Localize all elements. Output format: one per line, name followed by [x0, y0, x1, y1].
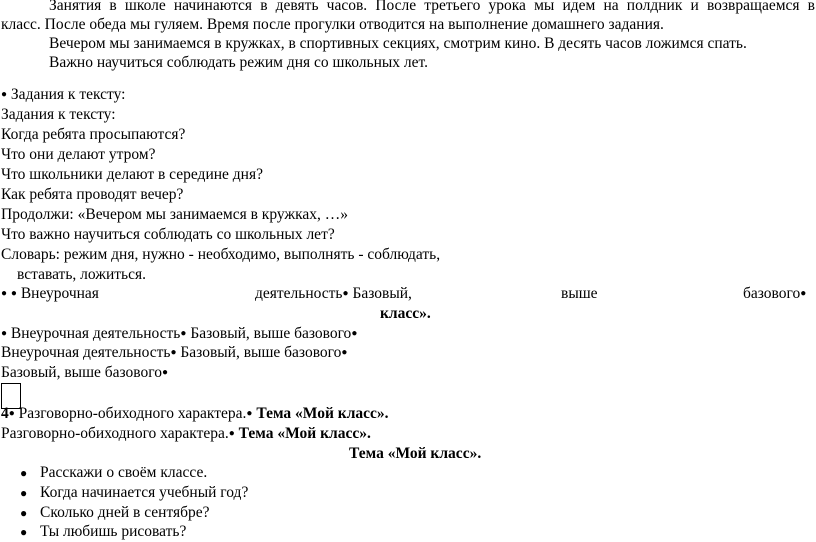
- row-5: [1, 404, 389, 424]
- question-1: Когда ребята просыпаются?: [1, 126, 186, 144]
- paragraph-1-line-1: Занятия в школе начинаются в девять часов. После третьего урока мы идем на полдник и возвращаемся в: [49, 0, 815, 15]
- list-item: [20, 522, 186, 542]
- bullet-icon: ●: [8, 408, 15, 420]
- row-5-text-a: Разговорно-обиходного характера.: [18, 405, 247, 423]
- bullet-icon: ●: [20, 466, 28, 481]
- bullet-icon: ●: [1, 88, 8, 100]
- bullet-icon: ●: [342, 288, 349, 300]
- tasks-heading-text: Задания к тексту:: [10, 85, 126, 103]
- list-item: [20, 483, 248, 503]
- row-2-text-b: Базовый, выше базового: [190, 324, 352, 342]
- paragraph-1-line-2: класс. После обеда мы гуляем. Время после прогулки отводится на выполнение домашнего задания.: [1, 16, 664, 34]
- bullet-icon: ●: [246, 408, 253, 420]
- bullet-icon: ●: [20, 505, 28, 520]
- row-4: [1, 363, 168, 383]
- row-3: [1, 343, 347, 363]
- bullet-icon: ●: [20, 485, 28, 500]
- bullet-icon: ●: [228, 427, 235, 439]
- tasks-heading: Задания к тексту:: [1, 105, 116, 123]
- question-4: Как ребята проводят вечер?: [1, 186, 184, 204]
- bullet-icon: ●: [20, 525, 28, 540]
- list-item-text: Сколько дней в сентябре?: [40, 503, 210, 521]
- vocabulary-line-2: вставать, ложиться.: [17, 265, 146, 283]
- tasks-heading-bulleted: [1, 85, 125, 105]
- question-5: Продолжи: «Вечером мы занимаемся в кружках, …»: [1, 205, 349, 223]
- row-4-text: Базовый, выше базового: [1, 364, 162, 382]
- list-item-text: Расскажи о своём классе.: [40, 464, 208, 482]
- vocabulary-line-1: Словарь: режим дня, нужно - необходимо, выполнять - соблюдать,: [1, 246, 441, 264]
- bullet-icon: ●: [10, 288, 17, 300]
- question-2: Что они делают утром?: [1, 145, 156, 163]
- paragraph-3: Важно научиться соблюдать режим дня со школьных лет.: [49, 53, 429, 71]
- question-6: Что важно научиться соблюдать со школьных лет?: [1, 226, 335, 244]
- row-2: [1, 324, 357, 344]
- row-justified-text-b: деятельность: [255, 285, 343, 303]
- bullet-icon: ●: [170, 347, 177, 359]
- row-5-topic: Тема «Мой класс».: [256, 405, 389, 423]
- row-3-text-a: Внеурочная деятельность: [1, 344, 171, 362]
- row-justified-tail: класс».: [380, 305, 431, 323]
- row-justified-text-e: базового: [743, 285, 801, 303]
- list-item: [20, 503, 210, 523]
- row-5-number: 4: [1, 405, 9, 423]
- row-6-text-a: Разговорно-обиходного характера.: [1, 424, 229, 442]
- row-justified-text-c: Базовый,: [352, 285, 412, 303]
- bullet-icon: ●: [180, 327, 187, 339]
- question-3: Что школьники делают в середине дня?: [1, 166, 263, 184]
- row-2-text-a: Внеурочная деятельность: [10, 324, 181, 342]
- row-6-topic: Тема «Мой класс».: [238, 424, 371, 442]
- row-justified-text-d: выше: [561, 285, 598, 303]
- row-6: [1, 424, 371, 444]
- bullet-icon: ●: [1, 288, 8, 300]
- row-justified-text-a: Внеурочная: [20, 285, 99, 303]
- row-3-text-b: Базовый, выше базового: [180, 344, 342, 362]
- paragraph-2: Вечером мы занимаемся в кружках, в спортивных секциях, смотрим кино. В десять часов ложимся спать.: [49, 34, 747, 52]
- list-item-text: Ты любишь рисовать?: [40, 523, 187, 541]
- bullet-icon: ●: [341, 347, 348, 359]
- bullet-icon: ●: [1, 327, 8, 339]
- bullet-icon: ●: [351, 327, 358, 339]
- topic-centered: Тема «Мой класс».: [349, 444, 482, 462]
- bullet-icon: ●: [162, 367, 169, 379]
- list-item: [20, 463, 207, 483]
- list-item-text: Когда начинается учебный год?: [40, 483, 249, 501]
- bullet-icon: ●: [800, 288, 807, 300]
